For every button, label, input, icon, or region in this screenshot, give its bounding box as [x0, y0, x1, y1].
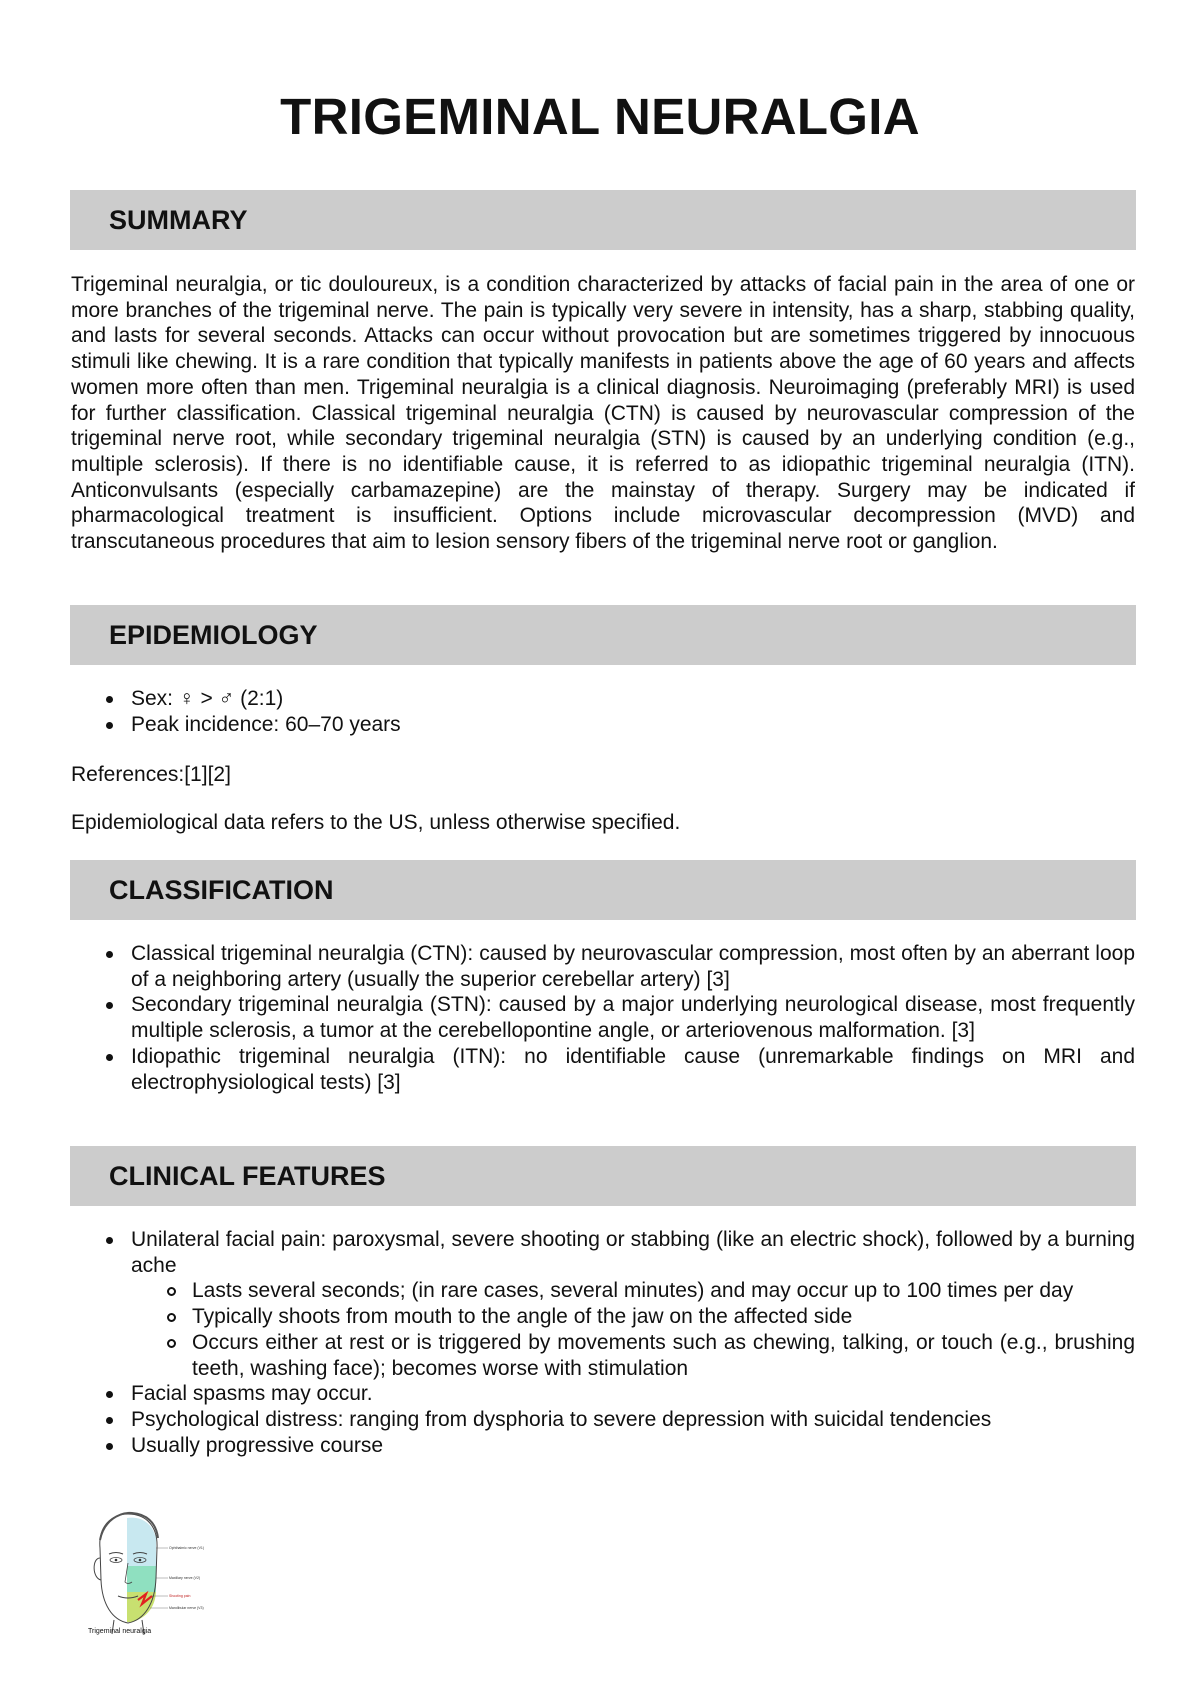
- sub-list-item: Occurs either at rest or is triggered by movements such as chewing, talking, or touch (e.g., brushing teeth, washing face); becomes worse with stimulation: [192, 1330, 1135, 1380]
- list-item: Idiopathic trigeminal neuralgia (ITN): no identifiable cause (unremarkable findings on MRI and electrophysiological tests) [3]: [131, 1044, 1135, 1094]
- sub-list-item: Typically shoots from mouth to the angle of the jaw on the affected side: [192, 1304, 1135, 1330]
- clinical-features-heading: CLINICAL FEATURES: [70, 1146, 1136, 1206]
- epidemiology-references: References:[1][2]: [71, 763, 231, 786]
- epidemiology-note: Epidemiological data refers to the US, unless otherwise specified.: [71, 811, 681, 834]
- list-item: Secondary trigeminal neuralgia (STN): caused by a major underlying neurological disease, most frequently multiple sclerosis, a tumor at the cerebellopontine angle, or arteriovenous malformation. [3]: [131, 993, 1135, 1043]
- sub-list-item: Lasts several seconds; (in rare cases, several minutes) and may occur up to 100 times per day: [192, 1278, 1135, 1304]
- list-item: Classical trigeminal neuralgia (CTN): caused by neurovascular compression, most often by an aberrant loop of a neighboring artery (usually the superior cerebellar artery) [3]: [131, 942, 1135, 991]
- list-item-text: Unilateral facial pain: paroxysmal, severe shooting or stabbing (like an electric shock), followed by a burning ache: [131, 1228, 1135, 1277]
- clinical-features-list: [71, 1227, 1135, 1458]
- summary-heading: SUMMARY: [70, 190, 1136, 250]
- list-item: Psychological distress: ranging from dysphoria to severe depression with suicidal tendencies: [131, 1407, 1135, 1433]
- page-title: TRIGEMINAL NEURALGIA: [280, 88, 920, 145]
- figure-label-v2: Maxillary nerve (V2): [169, 1576, 201, 1580]
- classification-list: [71, 941, 1135, 1095]
- sub-list: [131, 1278, 1135, 1381]
- epidemiology-list: [71, 686, 1135, 737]
- summary-text: Trigeminal neuralgia, or tic douloureux, is a condition characterized by attacks of facial pain in the area of one or more branches of the trigeminal nerve. The pain is typically very severe in intensity, has a sharp, stabbing quality, and lasts for several seconds. Attacks can occur without provocation but are sometimes triggered by innocuous stimuli like chewing. It is a rare condition that typically manifests in patients above the age of 60 years and affects women more often than men. Trigeminal neuralgia is a clinical diagnosis. Neuroimaging (preferably MRI) is used for further classification. Classical trigeminal neuralgia (CTN) is caused by neurovascular compression of the trigeminal nerve root, while secondary trigeminal neuralgia (STN) is caused by an underlying condition (e.g., multiple sclerosis). If there is no identifiable cause, it is referred to as idiopathic trigeminal neuralgia (ITN). Anticonvulsants (especially carbamazepine) are the mainstay of therapy. Surgery may be indicated if pharmacological treatment is insufficient. Options include microvascular decompression (MVD) and transcutaneous procedures that aim to lesion sensory fibers of the trigeminal nerve root or ganglion.: [71, 273, 1135, 554]
- figure-caption: Trigeminal neuralgia: [88, 1628, 152, 1635]
- list-item: Sex: ♀ > ♂ (2:1): [131, 686, 1135, 712]
- trigeminal-neuralgia-illustration: [80, 1508, 200, 1636]
- figure-label-v3: Mandibular nerve (V3): [169, 1606, 204, 1610]
- list-item: Facial spasms may occur.: [131, 1381, 1135, 1407]
- list-item: Peak incidence: 60–70 years: [131, 712, 1135, 738]
- v2-zone: [127, 1566, 156, 1592]
- list-item: Usually progressive course: [131, 1433, 1135, 1459]
- epidemiology-heading: EPIDEMIOLOGY: [70, 605, 1136, 665]
- classification-heading: CLASSIFICATION: [70, 860, 1136, 920]
- list-item: [131, 1227, 1135, 1381]
- figure-label-pain: Shooting pain: [169, 1594, 191, 1598]
- figure-label-v1: Ophthalmic nerve (V1): [169, 1546, 205, 1550]
